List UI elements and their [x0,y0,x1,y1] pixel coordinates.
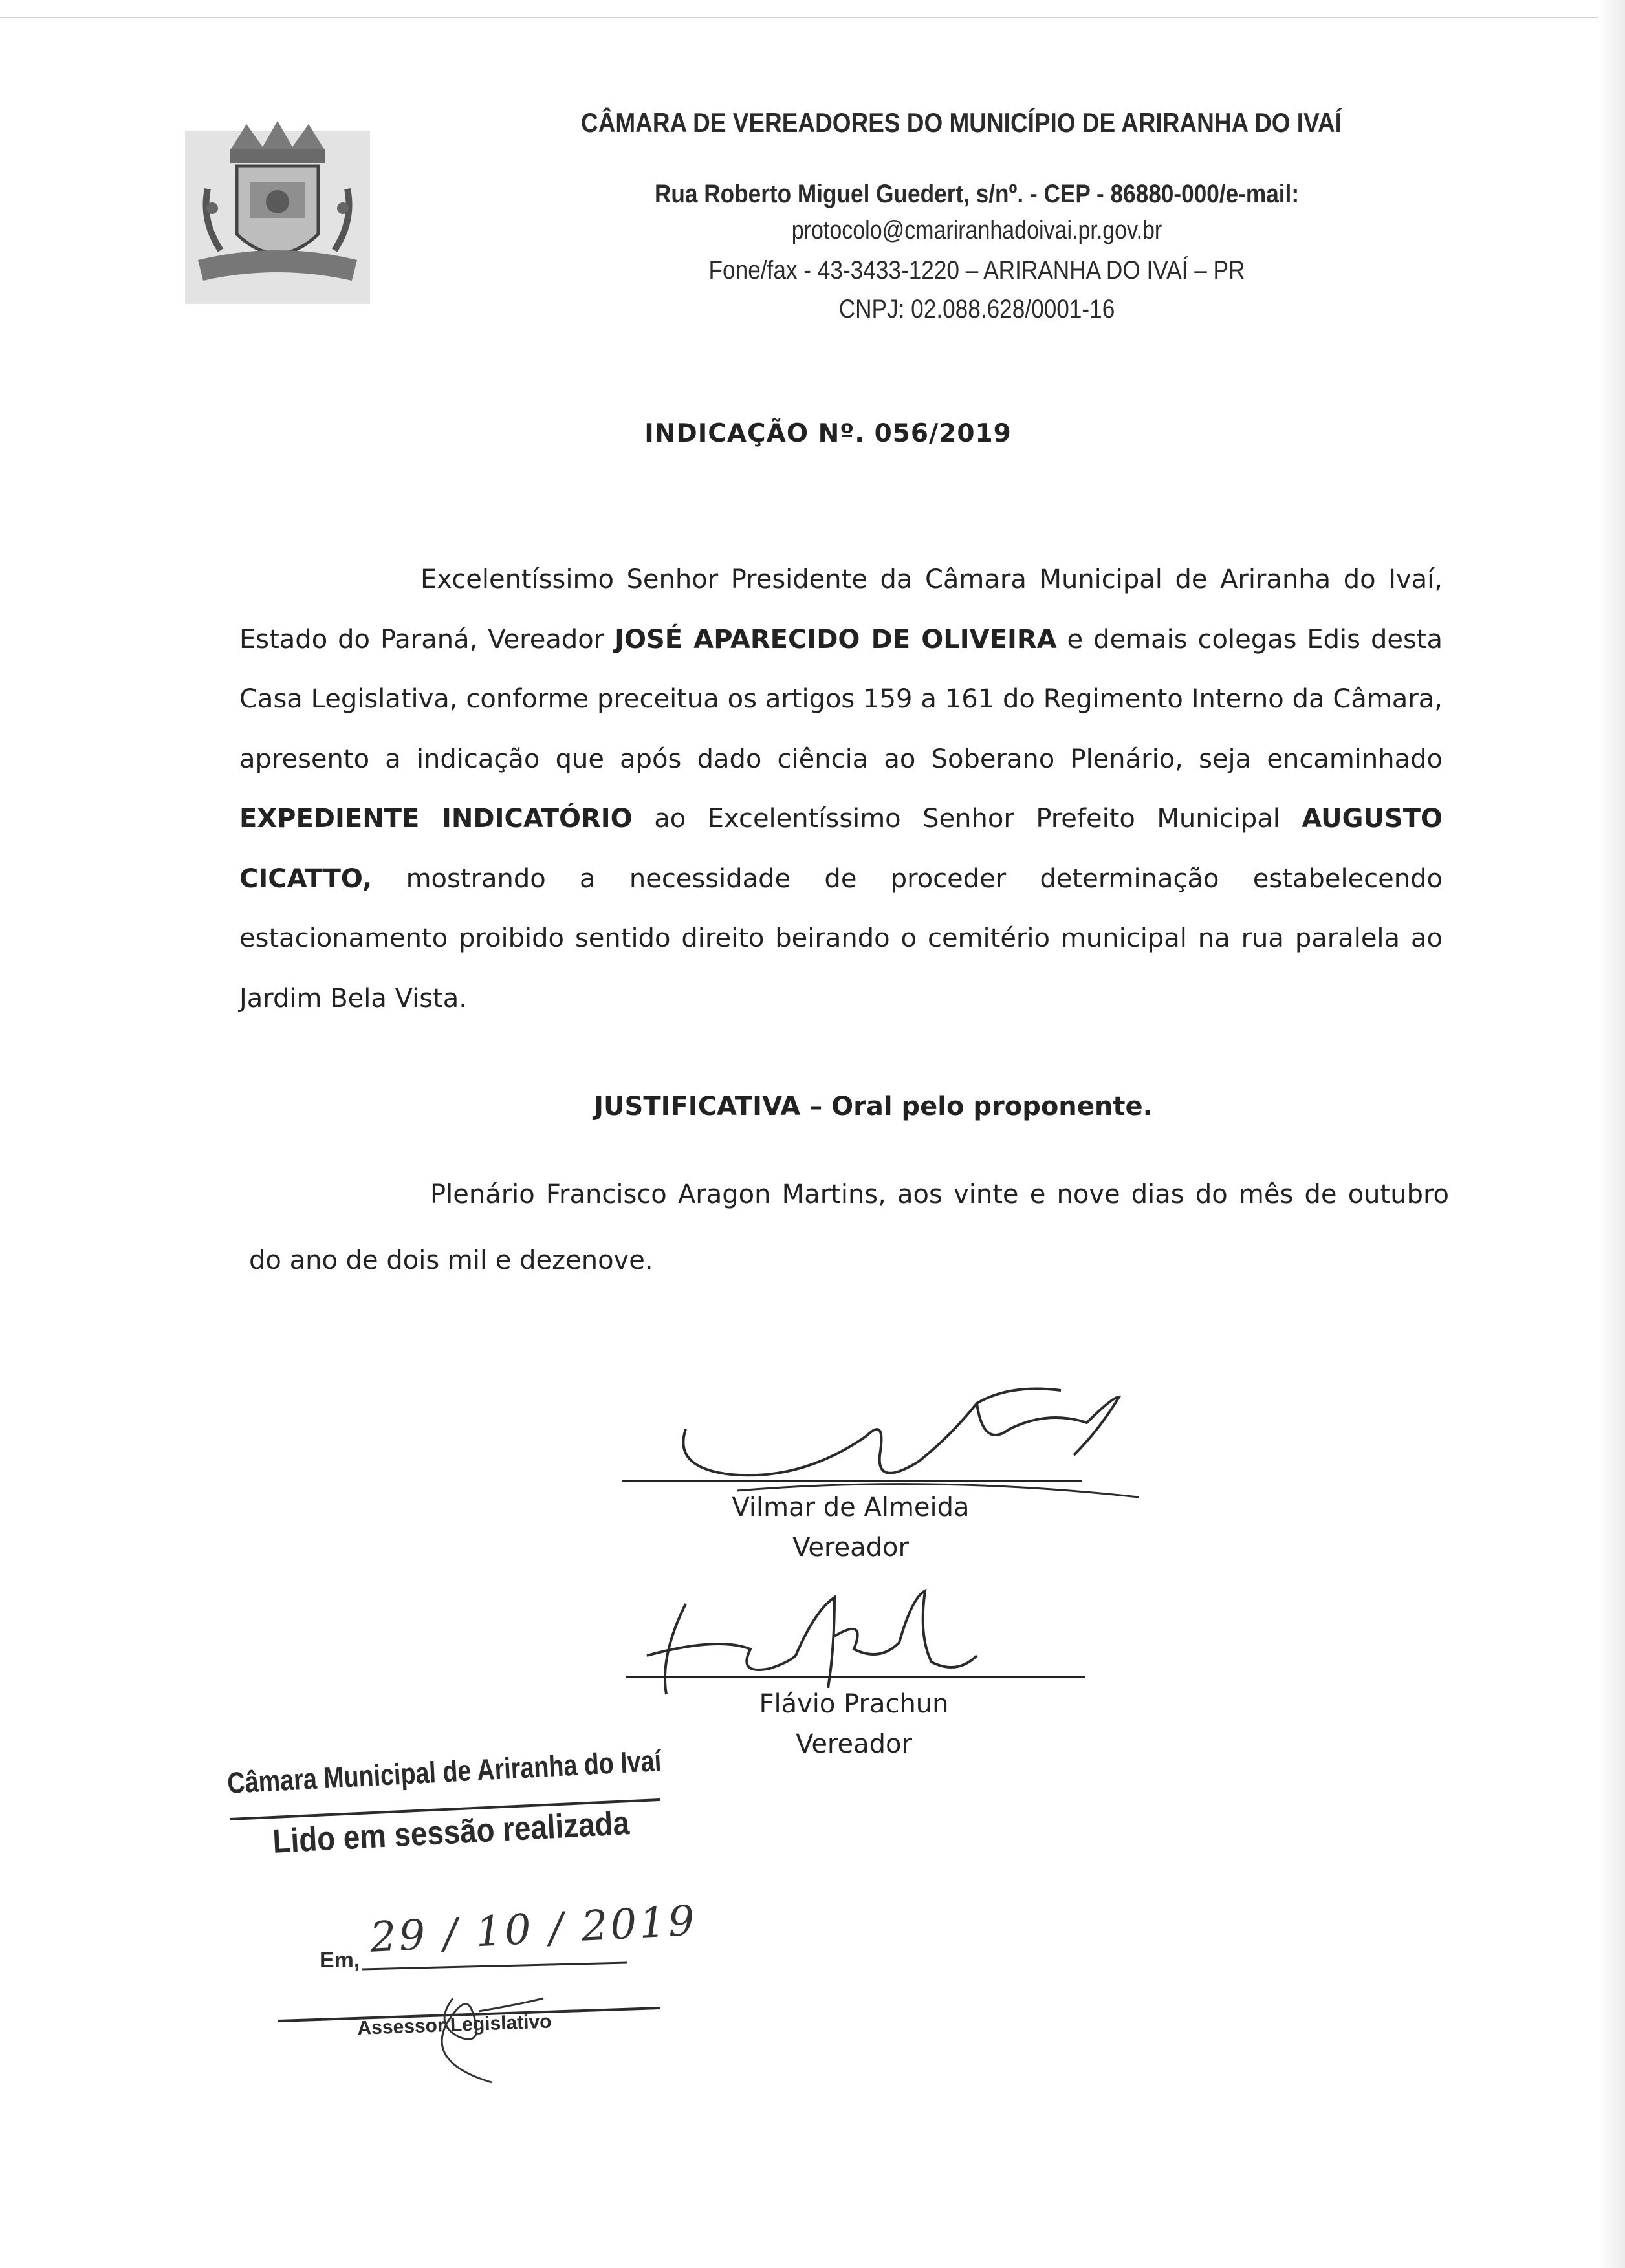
signatory-role: Vereador [796,1729,912,1759]
document-body [239,550,1443,1028]
signature-line [622,1480,1082,1482]
header-cnpj: CNPJ: 02.088.628/0001-16 [838,295,1115,323]
expediente-label: EXPEDIENTE INDICATÓRIO [239,804,633,834]
stamp-signature [272,1985,666,2089]
justification-heading: JUSTIFICATIVA – Oral pelo proponente. [594,1092,1153,1121]
header-phone: Fone/fax - 43-3433-1220 – ARIRANHA DO IVAÍ – PR [708,256,1245,285]
signatory-name: Vilmar de Almeida [732,1493,970,1522]
header-title: CÂMARA DE VEREADORES DO MUNICÍPIO DE ARIRANHA DO IVAÍ [581,107,1342,138]
closing-paragraph [249,1161,1449,1293]
document-title: INDICAÇÃO Nº. 056/2019 [644,419,1012,448]
body-paragraph [239,550,1443,1028]
body-text: mostrando a necessidade de proceder determinação estabelecendo estacionamento proibido sentido direito beirando o cemitério municipal na rua paralela ao Jardim Bela Vista. [239,863,1443,1013]
header-email: protocolo@cmariranhadoivai.pr.gov.br [791,216,1162,244]
header-address: Rua Roberto Miguel Guedert, s/nº. - CEP - 86880-000/e-mail: [654,180,1300,208]
body-text: Excelentíssimo Senhor Presidente da Câmara Municipal de Ariranha do Ivaí, Estado do Paraná, Vereador [239,565,1443,654]
handwritten-signature [621,1578,983,1707]
stamp-date-label: Em, [320,1948,360,1972]
stamp-read-in-session: Lido em sessão realizada [272,1804,631,1861]
municipal-crest-icon [185,111,370,304]
body-text: e demais colegas Edis desta Casa Legislativa, conforme preceitua os artigos 159 a 161 do Regimento Interno da Câmara, apresento a indicação que após dado ciência ao Soberano Plenário, seja encaminhado [239,624,1443,774]
scan-top-edge [0,0,1625,18]
body-text: ao Excelentíssimo Senhor Prefeito Municipal [632,804,1302,834]
stamp-date-line [362,1960,634,1972]
councilor-name: JOSÉ APARECIDO DE OLIVEIRA [615,624,1057,654]
signatory-role: Vereador [792,1533,909,1562]
mayor-name: AUGUSTO CICATTO, [239,804,1443,894]
stamp-chamber-name: Câmara Municipal de Ariranha do Ivaí [226,1743,662,1800]
signatory-name: Flávio Prachun [759,1689,949,1719]
stamp-handwritten-date: 29 / 10 / 2019 [369,1897,699,1962]
scan-right-edge [1598,0,1625,2268]
stamp-role: Assessor Legislativo [357,2011,552,2039]
signature-line [626,1676,1085,1678]
closing-text: Plenário Francisco Aragon Martins, aos vinte e nove dias do mês de outubro do ano de dois mil e dezenove. [249,1180,1449,1275]
